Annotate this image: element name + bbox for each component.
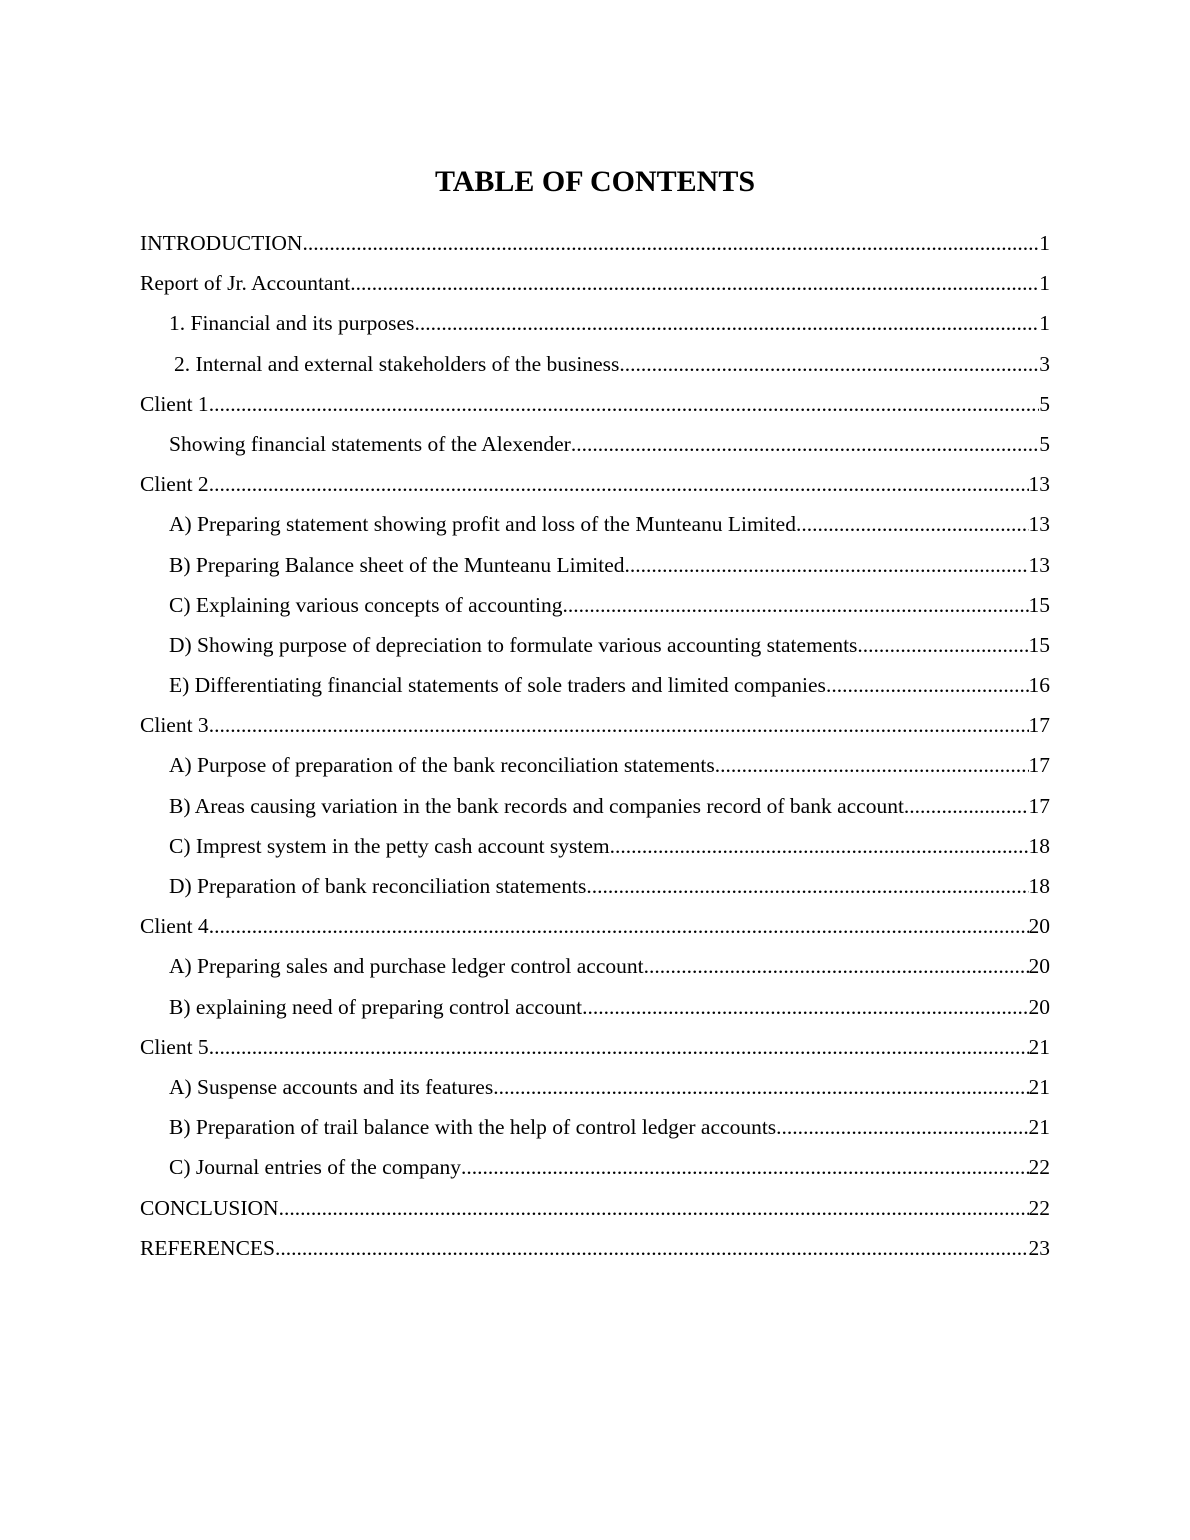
toc-entry-text: Client 5: [140, 1034, 209, 1059]
toc-entry-page: 13: [1028, 552, 1050, 577]
dot-leader: [414, 303, 1039, 343]
toc-entry-page: 20: [1028, 994, 1050, 1019]
toc-entry-text: Showing financial statements of the Alexender: [169, 431, 571, 456]
toc-entry-page: 1: [1039, 311, 1050, 336]
toc-entry-page: 17: [1028, 753, 1050, 778]
toc-entry-text: D) Preparation of bank reconciliation statements: [169, 874, 587, 898]
dot-leader: [209, 906, 1029, 946]
toc-entry-conclusion[interactable]: [140, 1188, 1050, 1228]
toc-entry-text: C) Journal entries of the company: [169, 1155, 461, 1180]
dot-leader: [302, 223, 1039, 263]
dot-leader: [350, 263, 1039, 303]
toc-entry-sole-traders[interactable]: [140, 665, 1050, 705]
dot-leader: [209, 384, 1040, 424]
toc-entry-page: 22: [1028, 1155, 1050, 1180]
dot-leader: [562, 585, 1028, 625]
toc-entry-text: 1. Financial and its purposes: [169, 311, 415, 336]
toc-entry-stakeholders[interactable]: [140, 344, 1050, 384]
toc-entry-text: C) Imprest system in the petty cash account system: [169, 833, 610, 858]
toc-entry-page: 3: [1039, 351, 1050, 376]
toc-entry-text: E) Differentiating financial statements of sole traders and limited companies: [169, 673, 826, 698]
toc-entry-text: D) Showing purpose of depreciation to formulate various accounting statements: [169, 632, 858, 657]
dot-leader: [715, 745, 1029, 785]
toc-entry-page: 13: [1028, 472, 1050, 497]
dot-leader: [625, 545, 1029, 585]
toc-entry-page: 18: [1028, 874, 1050, 898]
toc-entry-page: 22: [1028, 1195, 1050, 1220]
dot-leader: [571, 424, 1039, 464]
toc-entry-depreciation[interactable]: [140, 625, 1050, 665]
toc-entry-text: Client 3: [140, 713, 209, 738]
dot-leader: [619, 344, 1039, 384]
toc-entry-bank-reconciliation-purpose[interactable]: [140, 745, 1050, 785]
toc-entry-page: 20: [1028, 914, 1050, 939]
toc-entry-accounting-concepts[interactable]: [140, 585, 1050, 625]
toc-entry-client-4[interactable]: [140, 906, 1050, 946]
toc-entry-imprest-system[interactable]: [140, 826, 1050, 866]
table-of-contents: [140, 223, 1050, 1268]
dot-leader: [904, 786, 1029, 826]
toc-entry-page: 21: [1028, 1034, 1050, 1059]
toc-entry-page: 21: [1028, 1074, 1050, 1099]
toc-entry-text: C) Explaining various concepts of accounting: [169, 592, 563, 617]
dot-leader: [209, 705, 1029, 745]
toc-entry-balance-sheet[interactable]: [140, 545, 1050, 585]
toc-entry-text: INTRODUCTION: [140, 231, 303, 255]
toc-entry-bank-reconciliation-prep[interactable]: [140, 866, 1050, 906]
toc-entry-journal-entries[interactable]: [140, 1147, 1050, 1187]
toc-entry-page: 17: [1028, 793, 1050, 818]
toc-entry-financial-purposes[interactable]: [140, 303, 1050, 343]
dot-leader: [644, 946, 1029, 986]
dot-leader: [582, 987, 1028, 1027]
toc-entry-text: 2. Internal and external stakeholders of the business: [174, 351, 620, 376]
toc-entry-page: 16: [1028, 673, 1050, 698]
toc-entry-page: 1: [1039, 231, 1050, 255]
toc-entry-page: 15: [1028, 592, 1050, 617]
toc-entry-text: Client 2: [140, 472, 209, 497]
toc-entry-page: 17: [1028, 713, 1050, 738]
toc-entry-client-3[interactable]: [140, 705, 1050, 745]
dot-leader: [857, 625, 1028, 665]
dot-leader: [776, 1107, 1028, 1147]
dot-leader: [826, 665, 1029, 705]
toc-entry-client-2[interactable]: [140, 464, 1050, 504]
toc-entry-page: 5: [1039, 391, 1050, 416]
toc-entry-client-5[interactable]: [140, 1027, 1050, 1067]
toc-entry-text: Client 1: [140, 391, 209, 416]
toc-title: TABLE OF CONTENTS: [434, 165, 756, 198]
toc-entry-text: A) Preparing sales and purchase ledger control account: [169, 954, 644, 979]
toc-entry-page: 20: [1028, 954, 1050, 979]
dot-leader: [610, 826, 1029, 866]
toc-entry-text: B) Preparation of trail balance with the help of control ledger accounts: [169, 1115, 777, 1140]
toc-entry-page: 1: [1039, 271, 1050, 296]
toc-entry-text: A) Preparing statement showing profit and loss of the Munteanu Limited: [169, 512, 796, 537]
dot-leader: [275, 1228, 1029, 1268]
toc-entry-page: 5: [1039, 431, 1050, 456]
toc-entry-control-account-need[interactable]: [140, 987, 1050, 1027]
toc-entry-page: 18: [1028, 833, 1050, 858]
dot-leader: [461, 1147, 1029, 1187]
dot-leader: [279, 1188, 1029, 1228]
toc-entry-text: B) Preparing Balance sheet of the Munteanu Limited: [169, 552, 625, 577]
toc-entry-alexender-statements[interactable]: [140, 424, 1050, 464]
toc-entry-trail-balance[interactable]: [140, 1107, 1050, 1147]
toc-entry-bank-variation[interactable]: [140, 786, 1050, 826]
dot-leader: [209, 1027, 1029, 1067]
toc-entry-page: 21: [1028, 1115, 1050, 1140]
toc-entry-text: B) explaining need of preparing control account: [169, 994, 583, 1019]
dot-leader: [493, 1067, 1028, 1107]
dot-leader: [586, 866, 1028, 906]
toc-entry-ledger-control[interactable]: [140, 946, 1050, 986]
toc-entry-text: B) Areas causing variation in the bank records and companies record of bank account: [169, 793, 904, 818]
dot-leader: [796, 504, 1029, 544]
toc-entry-references[interactable]: [140, 1228, 1050, 1268]
toc-entry-page: 15: [1028, 632, 1050, 657]
toc-entry-text: A) Suspense accounts and its features: [169, 1074, 494, 1099]
toc-entry-text: REFERENCES: [140, 1235, 275, 1260]
toc-entry-report[interactable]: [140, 263, 1050, 303]
toc-entry-client-1[interactable]: [140, 384, 1050, 424]
toc-entry-text: Client 4: [140, 914, 209, 939]
toc-entry-profit-loss[interactable]: [140, 504, 1050, 544]
toc-entry-suspense-accounts[interactable]: [140, 1067, 1050, 1107]
dot-leader: [209, 464, 1029, 504]
toc-entry-page: 23: [1028, 1235, 1050, 1260]
toc-entry-text: A) Purpose of preparation of the bank reconciliation statements: [169, 753, 715, 778]
toc-entry-text: Report of Jr. Accountant: [140, 271, 351, 296]
toc-entry-page: 13: [1028, 512, 1050, 537]
toc-entry-introduction[interactable]: [140, 223, 1050, 263]
toc-entry-text: CONCLUSION: [140, 1195, 279, 1220]
